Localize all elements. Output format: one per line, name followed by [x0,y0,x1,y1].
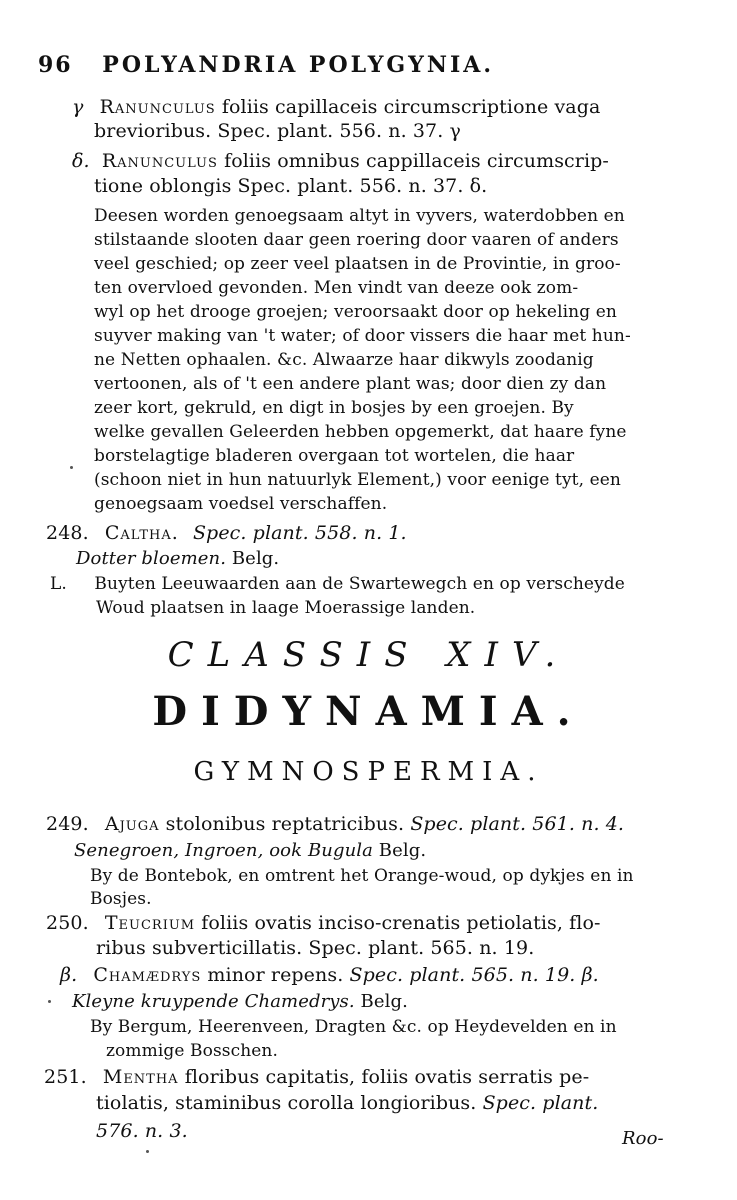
entry-gamma-line-2: brevioribus. Spec. plant. 556. n. 37. γ [94,120,461,142]
genus-name: Caltha. [104,522,179,544]
entry-text: stolonibus reptatricibus. [165,813,405,835]
genus-name: Ranunculus [101,150,218,172]
description-line: vertoonen, als of 't een andere plant was; door dien zy dan [94,374,607,394]
entry-number: 251. [44,1066,87,1088]
description-line: stilstaande slooten daar geen roering door vaaren of anders [94,230,619,250]
order-name-heading: GYMNOSPERMIA. [193,757,544,787]
species-reference: Spec. plant. 561. n. 4. [410,813,625,835]
entry-text: foliis omnibus cappillaceis circumscrip- [224,150,609,172]
entry-chamaedrys-locality-1: By Bergum, Heerenveen, Dragten &c. op Heydevelden en in [90,1017,617,1037]
entry-chamaedrys-locality-2: zommige Bosschen. [106,1041,278,1061]
entry-chamaedrys-vernacular [72,991,408,1012]
description-line: (schoon niet in hun natuurlyk Element,) voor eenige tyt, een [94,470,621,490]
entry-gamma-line-1 [72,96,600,118]
entry-number: 250. [46,912,89,934]
description-line: zeer kort, gekruld, en digt in bosjes by een groejen. By [94,398,574,418]
description-line: ne Netten ophaalen. &c. Alwaarze haar dikwyls zoodanig [94,350,594,370]
ink-speck [70,466,73,469]
entry-marker: β. [60,964,78,986]
language-tag: Belg. [231,548,280,569]
species-reference: Spec. plant. 565. n. 19. β. [349,964,599,986]
vernacular-name: Senegroen, Ingroen, ook Bugula [74,840,373,861]
genus-name: Mentha [102,1066,179,1088]
entry-caltha-locality-1 [50,574,625,594]
description-line: genoegsaam voedsel verschaffen. [94,494,388,514]
entry-caltha-vernacular [76,548,279,569]
entry-text: foliis ovatis inciso-crenatis petiolatis, flo- [201,912,601,934]
entry-delta-line-1 [72,150,609,172]
species-reference: Spec. plant. 558. n. 1. [192,522,407,544]
description-line: wyl op het drooge groejen; veroorsaakt door op hekeling en [94,302,617,322]
entry-teucrium-line-2: ribus subverticillatis. Spec. plant. 565. n. 19. [96,937,535,959]
entry-text: tiolatis, staminibus corolla longioribus. [96,1092,477,1114]
entry-marker: γ [72,96,84,118]
entry-chamaedrys-line-1 [60,964,599,986]
entry-teucrium-line-1 [46,912,601,934]
entry-text: foliis capillaceis circumscriptione vaga [221,96,601,118]
running-header [38,52,494,78]
entry-text: floribus capitatis, foliis ovatis serratis pe- [184,1066,590,1088]
entry-caltha-locality-2: Woud plaatsen in laage Moerassige landen. [96,598,476,618]
page-number: 96 [38,52,73,78]
genus-name: Chamædrys [93,964,202,986]
entry-marker: δ. [72,150,90,172]
running-title: POLYANDRIA POLYGYNIA. [102,52,495,78]
description-line: ten overvloed gevonden. Men vindt van deeze ook zom- [94,278,579,298]
entry-number: 249. [46,813,89,835]
locality-text: Buyten Leeuwaarden aan de Swartewegch en op verscheyde [94,574,625,594]
vernacular-name: Dotter bloemen. [76,548,227,569]
entry-text: minor repens. [207,964,344,986]
language-tag: Belg. [360,991,408,1012]
locality-marker: L. [50,574,67,594]
entry-ajuga-vernacular [74,840,426,861]
description-line: suyver making van 't water; of door vissers die haar met hun- [94,326,631,346]
language-tag: Belg. [378,840,427,861]
entry-number: 248. [46,522,89,544]
ink-speck [48,1000,51,1003]
description-line: welke gevallen Geleerden hebben opgemerkt, dat haare fyne [94,422,627,442]
description-line: veel geschied; op zeer veel plaatsen in de Provintie, in groo- [94,254,621,274]
entry-mentha-line-3: 576. n. 3. [96,1120,188,1142]
description-line: Deesen worden genoegsaam altyt in vyvers, waterdobben en [94,206,625,226]
genus-name: Ranunculus [99,96,216,118]
entry-caltha-line-1 [46,522,407,544]
entry-ajuga-locality-1: By de Bontebok, en omtrent het Orange-woud, op dykjes en in [90,866,634,886]
entry-ajuga-line-1 [46,813,624,835]
genus-name: Teucrium [104,912,196,934]
classis-heading: CLASSIS XIV. [167,635,570,675]
class-name-heading: DIDYNAMIA. [152,688,585,735]
entry-mentha-line-2 [96,1092,598,1114]
entry-delta-line-2: tione oblongis Spec. plant. 556. n. 37. δ. [94,175,488,197]
genus-name: Ajuga [104,813,160,835]
entry-mentha-line-1 [44,1066,589,1088]
catchword: Roo- [622,1128,664,1149]
description-line: borstelagtige bladeren overgaan tot wortelen, die haar [94,446,575,466]
vernacular-name: Kleyne kruypende Chamedrys. [72,991,355,1012]
entry-ajuga-locality-2: Bosjes. [90,889,152,909]
ink-speck [146,1150,149,1153]
species-reference: Spec. plant. [482,1092,599,1114]
